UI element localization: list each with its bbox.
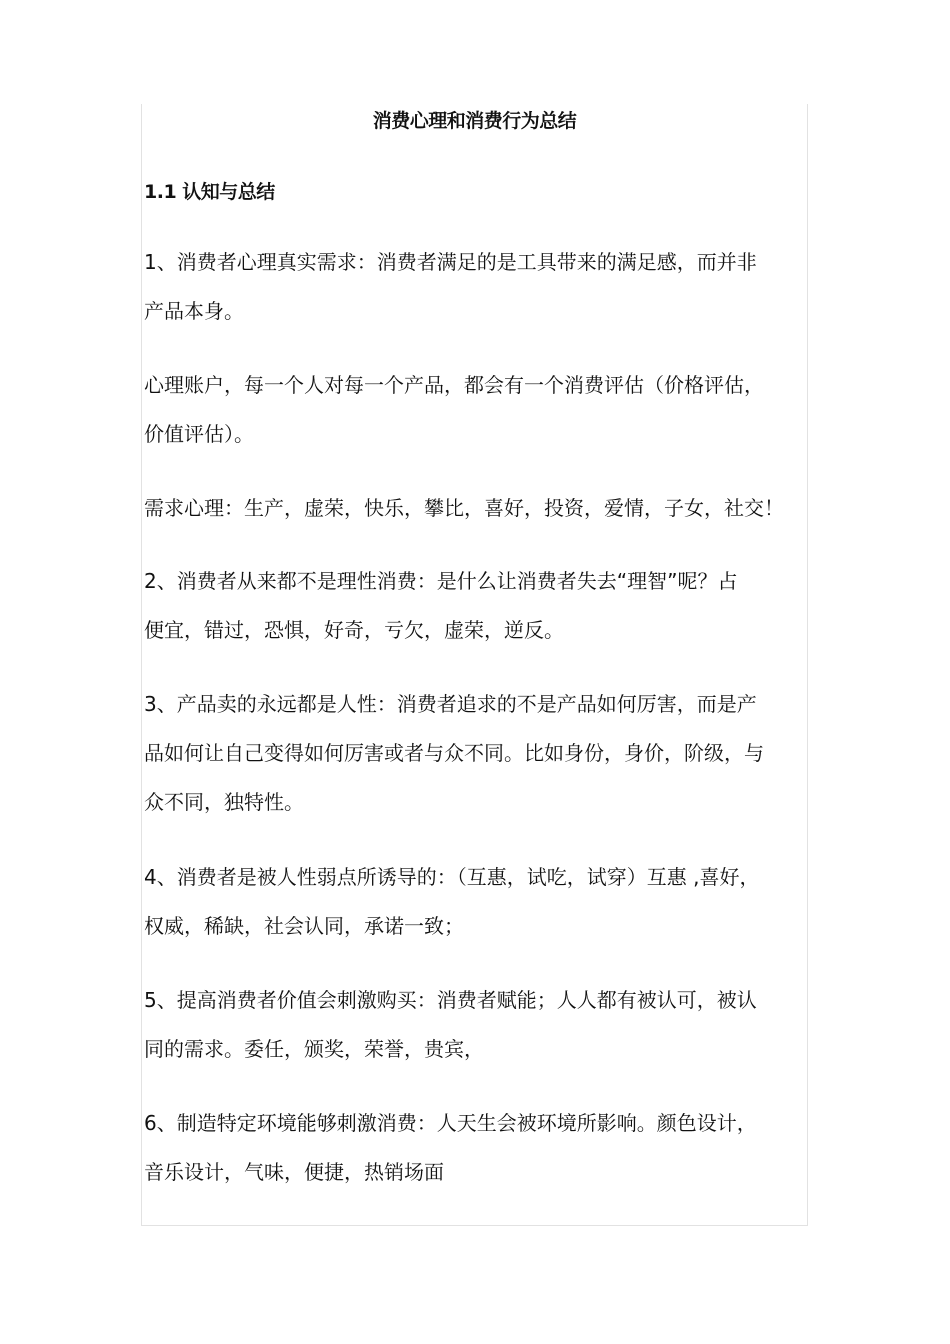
paragraph-line: 权威，稀缺，社会认同，承诺一致； [144, 914, 464, 938]
paragraph-line: 音乐设计，气味，便捷，热销场面 [144, 1160, 444, 1184]
paragraph-line: 众不同，独特性。 [144, 790, 304, 814]
paragraph-line: 价值评估）。 [144, 422, 254, 446]
document-title: 消费心理和消费行为总结 [372, 110, 577, 132]
paragraph-line: 6、制造特定环境能够刺激消费：人天生会被环境所影响。颜色设计， [144, 1111, 757, 1135]
paragraph-6 [144, 853, 816, 951]
paragraph-line: 品如何让自己变得如何厉害或者与众不同。比如身份，身价，阶级，与 [144, 741, 764, 765]
paragraph-line: 产品本身。 [144, 299, 244, 323]
paragraph-line: 3、产品卖的永远都是人性：消费者追求的不是产品如何厉害，而是产 [144, 692, 757, 716]
paragraph-line: 便宜，错过，恐惧，好奇，亏欠，虚荣，逆反。 [144, 618, 564, 642]
paragraph-line: 4、消费者是被人性弱点所诱导的：（互惠，试吃，试穿）互惠 ,喜好， [144, 865, 760, 889]
paragraph-7 [144, 976, 816, 1074]
paragraph-line: 需求心理：生产，虚荣，快乐，攀比，喜好，投资，爱情，子女，社交！ [144, 496, 784, 520]
paragraph-3 [144, 484, 816, 533]
paragraph-line: 1、消费者心理真实需求：消费者满足的是工具带来的满足感，而并非 [144, 250, 757, 274]
paragraph-5 [144, 680, 816, 827]
paragraph-4 [144, 557, 816, 655]
paragraph-line: 同的需求。委任，颁奖，荣誉，贵宾， [144, 1037, 484, 1061]
paragraph-1 [144, 238, 816, 336]
paragraph-8 [144, 1099, 816, 1197]
paragraph-line: 2、消费者从来都不是理性消费：是什么让消费者失去“理智”呢？占 [144, 569, 738, 593]
section-heading: 1.1 认知与总结 [144, 181, 275, 203]
paragraph-line: 心理账户，每一个人对每一个产品，都会有一个消费评估（价格评估， [144, 373, 764, 397]
paragraph-2 [144, 361, 816, 459]
paragraph-line: 5、提高消费者价值会刺激购买：消费者赋能；人人都有被认可，被认 [144, 988, 757, 1012]
